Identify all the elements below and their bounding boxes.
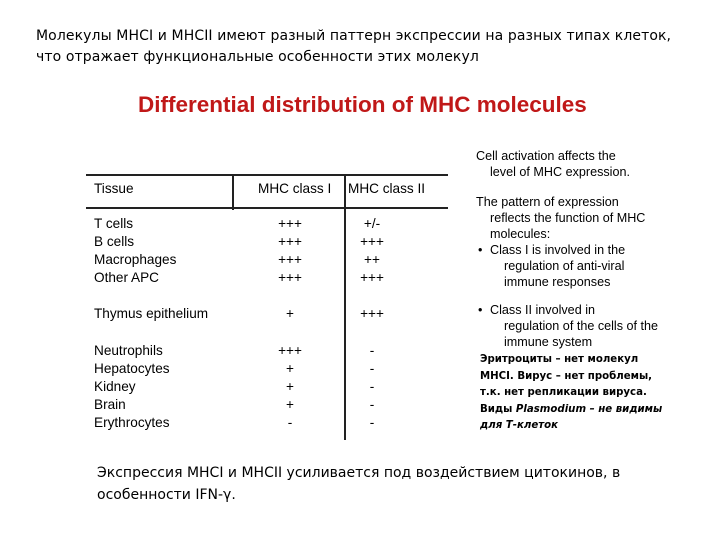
text-segment: Виды <box>480 403 516 415</box>
outro-text <box>97 462 697 506</box>
text-line: Эритроциты – нет молекул <box>480 354 639 365</box>
class2-cell: - <box>369 343 375 358</box>
outro-line-1: Экспрессия MHCI и MHCII усиливается под воздействием цитокинов, в <box>97 465 621 481</box>
class2-cell: +++ <box>360 306 384 321</box>
bullet-item <box>476 302 712 350</box>
class1-cell: + <box>286 361 294 376</box>
class1-cell: +++ <box>278 252 302 267</box>
activation-paragraph <box>476 148 712 180</box>
text-line: Cell activation affects the <box>476 149 616 163</box>
header-mhc-class-2: MHC class II <box>348 181 426 196</box>
tissue-cell: Kidney <box>94 379 136 394</box>
tissue-cell: Neutrophils <box>94 343 163 358</box>
pattern-paragraph <box>476 194 712 350</box>
slide-title: Differential distribution of MHC molecules <box>138 92 587 117</box>
class2-cell: - <box>369 379 375 394</box>
tissue-cell: Erythrocytes <box>94 415 170 430</box>
erythrocyte-note <box>480 352 705 435</box>
text-line: The pattern of expression <box>476 195 619 209</box>
text-line: molecules: <box>490 227 551 241</box>
tissue-cell: Thymus epithelium <box>94 306 209 321</box>
header-mhc-class-1: MHC class I <box>258 181 332 196</box>
class1-cell: +++ <box>278 216 302 231</box>
class1-cell: + <box>286 397 294 412</box>
class1-cell: + <box>286 379 294 394</box>
bullet-icon: • <box>478 303 483 317</box>
class1-cell: - <box>287 415 293 430</box>
class1-cell: +++ <box>278 343 302 358</box>
tissue-cell: Macrophages <box>94 252 177 267</box>
class2-cell: - <box>369 415 375 430</box>
bullet-item <box>476 242 712 290</box>
intro-line-2: что отражает функциональные особенности этих молекул <box>36 49 479 65</box>
tissue-cell: Brain <box>94 397 126 412</box>
table-top-rule <box>86 174 448 176</box>
text-line: regulation of anti-viral <box>504 259 625 273</box>
text-line: immune responses <box>504 275 611 289</box>
italic-text-segment: Plasmodium – не видимы <box>515 403 663 415</box>
side-notes <box>476 148 712 350</box>
class1-cell: + <box>286 306 294 321</box>
bullet-icon: • <box>478 243 483 257</box>
table-header-rule <box>86 207 448 209</box>
class2-cell: +/- <box>363 216 381 231</box>
outro-line-2: особенности IFN-γ. <box>97 487 236 503</box>
text-line: regulation of the cells of the <box>504 319 659 333</box>
table-column-divider-1 <box>232 174 234 210</box>
class2-cell: ++ <box>364 252 380 267</box>
text-line <box>480 402 705 419</box>
tissue-cell: Other APC <box>94 270 159 285</box>
text-line: MHCI. Вирус – нет проблемы, <box>480 370 653 382</box>
tissue-cell: Hepatocytes <box>94 361 170 376</box>
text-line: immune system <box>504 335 593 349</box>
header-tissue: Tissue <box>94 181 134 196</box>
class1-cell: +++ <box>278 234 302 249</box>
text-line: level of MHC expression. <box>490 165 630 179</box>
tissue-cell: B cells <box>94 234 135 249</box>
text-line: reflects the function of MHC <box>490 211 646 225</box>
text-line: для Т-клеток <box>480 420 559 431</box>
mhc-distribution-table <box>86 174 448 440</box>
text-line: т.к. нет репликации вируса. <box>480 387 647 398</box>
class2-cell: - <box>369 397 375 412</box>
class2-cell: - <box>369 361 375 376</box>
tissue-cell: T cells <box>94 216 134 231</box>
intro-line-1: Молекулы MHCI и MHCII имеют разный паттерн экспрессии на разных типах клеток, <box>36 28 672 44</box>
class2-cell: +++ <box>360 270 384 285</box>
class2-cell: +++ <box>360 234 384 249</box>
text-line: Class II involved in <box>490 303 595 317</box>
class1-cell: +++ <box>278 270 302 285</box>
intro-text <box>36 26 696 68</box>
text-line: Class I is involved in the <box>490 243 626 257</box>
